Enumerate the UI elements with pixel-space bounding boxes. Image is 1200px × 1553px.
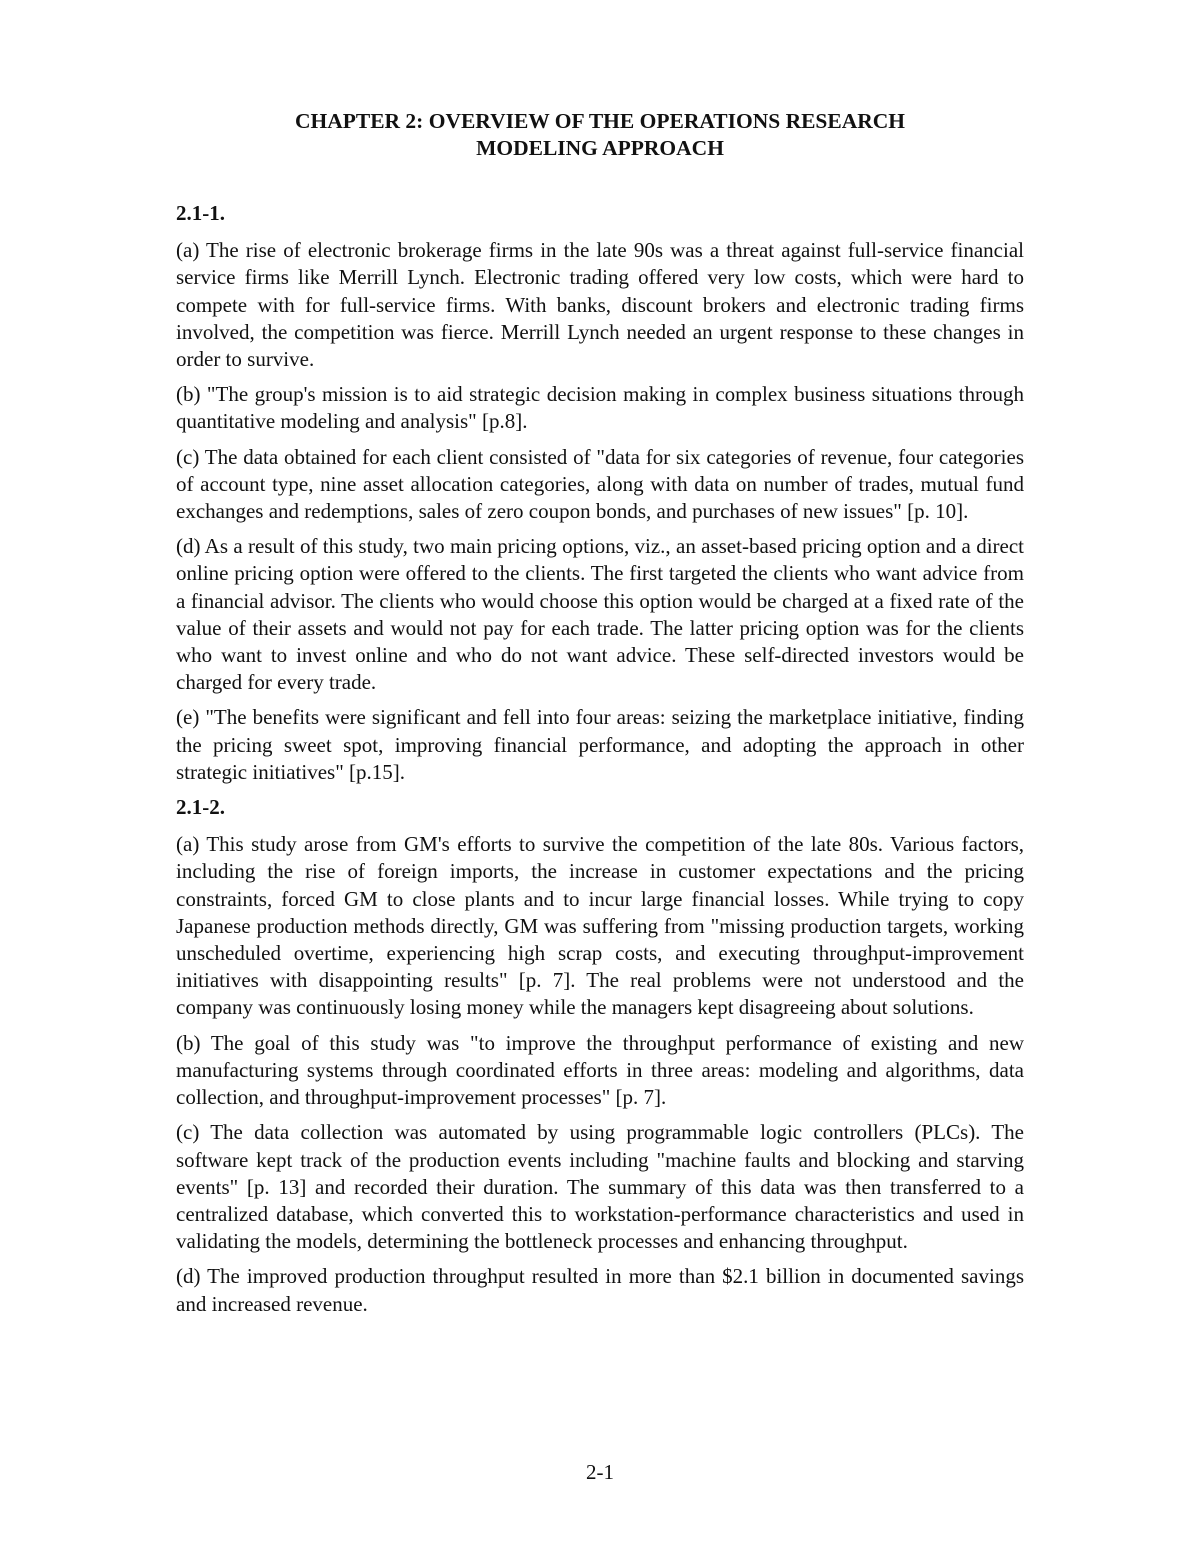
paragraph-b: (b) The goal of this study was "to improve the throughput performance of existing and new manufacturing systems through coordinated efforts in three areas: modeling and algorithms, data collection, and throughput-improvement processes" [p. 7]. (176, 1030, 1024, 1110)
document-page (176, 0, 1024, 1553)
chapter-title-line-2: MODELING APPROACH (476, 136, 724, 160)
section-2-1-1 (176, 200, 1024, 786)
paragraph-b: (b) "The group's mission is to aid strategic decision making in complex business situations through quantitative modeling and analysis" [p.8]. (176, 382, 1024, 434)
paragraph-c: (c) The data collection was automated by using programmable logic controllers (PLCs). The software kept track of the production events including "machine faults and blocking and starving events" [p. 13] and recorded their duration. The summary of this data was then transferred to a centralized database, which converted this to workstation-performance characteristics and used in validating the models, determining the bottleneck processes and enhancing throughput. (176, 1120, 1024, 1254)
paragraph-a: (a) This study arose from GM's efforts to survive the competition of the late 80s. Various factors, including the rise of foreign imports, the increase in customer expectations and the pricing constraints, forced GM to close plants and to incur large financial losses. While trying to copy Japanese production methods directly, GM was suffering from "missing production targets, working unscheduled overtime, experiencing high scrap costs, and executing throughput-improvement initiatives with disappointing results" [p. 7]. The real problems were not understood and the company was continuously losing money while the managers kept disagreeing about solutions. (176, 832, 1024, 1020)
paragraph-e: (e) "The benefits were significant and fell into four areas: seizing the marketplace initiative, finding the pricing sweet spot, improving financial performance, and adopting the approach in other strategic initiatives" [p.15]. (176, 705, 1024, 784)
section-2-1-2 (176, 794, 1024, 1318)
section-heading: 2.1-1. (176, 201, 225, 225)
paragraph-d: (d) As a result of this study, two main pricing options, viz., an asset-based pricing option and a direct online pricing option were offered to the clients. The first targeted the clients who want advice from a financial advisor. The clients who would choose this option would be charged at a fixed rate of the value of their assets and would not pay for each trade. The latter pricing option was for the clients who want to invest online and who do not want advice. These self-directed investors would be charged for every trade. (176, 534, 1024, 695)
paragraph-c: (c) The data obtained for each client consisted of "data for six categories of revenue, four categories of account type, nine asset allocation categories, along with data on number of trades, mutual fund exchanges and redemptions, sales of zero coupon bonds, and purchases of new issues" [p. 10]. (176, 444, 1024, 524)
paragraph-d: (d) The improved production throughput resulted in more than $2.1 billion in documented savings and increased revenue. (176, 1264, 1024, 1316)
chapter-title-line-1: CHAPTER 2: OVERVIEW OF THE OPERATIONS RESEARCH (294, 109, 906, 133)
page-number: 2-1 (586, 1460, 614, 1484)
chapter-title (176, 108, 1024, 162)
section-heading: 2.1-2. (176, 795, 225, 820)
document-body (176, 200, 1024, 1326)
paragraph-a: (a) The rise of electronic brokerage firms in the late 90s was a threat against full-service financial service firms like Merrill Lynch. Electronic trading offered very low costs, which were hard to compete with for full-service firms. With banks, discount brokers and electronic trading firms involved, the competition was fierce. Merrill Lynch needed an urgent response to these changes in order to survive. (176, 238, 1024, 372)
